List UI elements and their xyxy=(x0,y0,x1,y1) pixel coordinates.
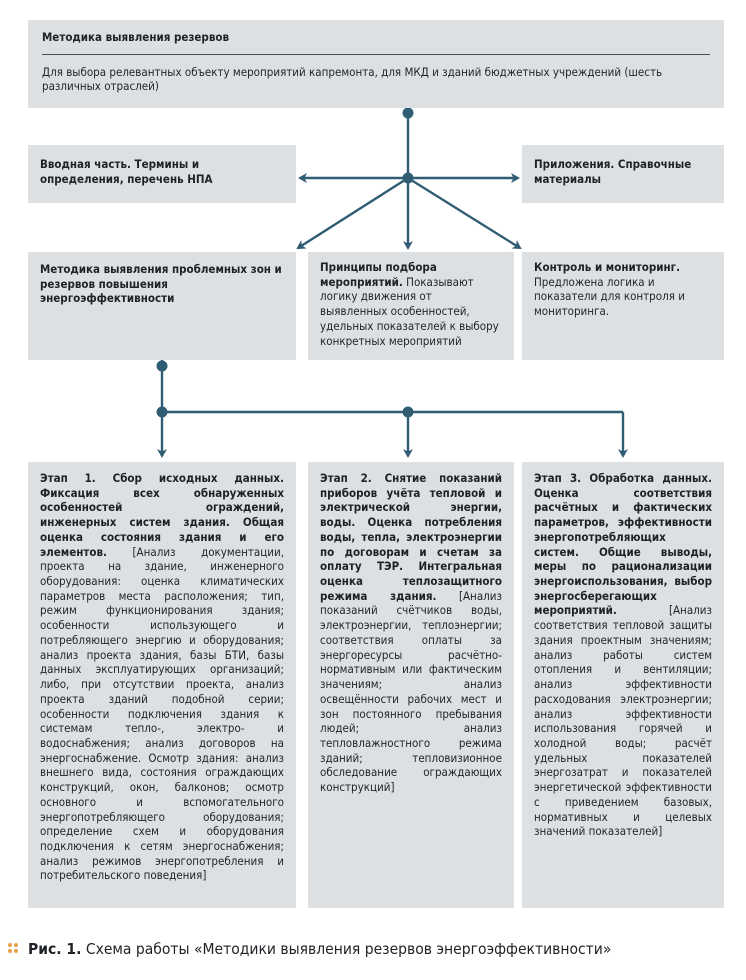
node-top xyxy=(403,108,414,119)
top-box-description: Для выбора релевантных объекту мероприятий капремонта, для МКД и зданий бюджетных учреждений (шесть различных отраслей) xyxy=(42,64,663,94)
figure-caption xyxy=(8,940,738,958)
stage2-box xyxy=(308,462,514,908)
principles-text: Показывают логику движения от выявленных особенностей, удельных показателей к выбору конкретных мероприятий xyxy=(320,274,499,348)
node-hub xyxy=(403,173,414,184)
stage2-text: [Анализ показаний счётчиков воды, электроэнергии, теплоэнергии; соответствия оплаты за энергоресурсы расчётно-нормативным или фактическим значениям; анализ освещённости рабочих мест и зон постоянного пребывания людей; анализ тепловлажностного режима зданий; тепловизионное обследование ограждающих конструкций] xyxy=(320,588,502,795)
arrow-to-method xyxy=(298,178,408,248)
control-title: Контроль и мониторинг. xyxy=(534,260,681,274)
stage2-title: Этап 2. Снятие показаний приборов учёта тепловой и электрической энергии, воды. Оценка потребления воды, тепла, электроэнергии по договорам и счетам за оплату ТЭР. Интегральная оценка теплозащитного режима здания. xyxy=(320,471,502,603)
top-box-title: Методика выявления резервов xyxy=(42,30,710,55)
stage3-title: Этап 3. Обработка данных. Оценка соответствия расчётных и фактических параметров, эффективности энергопотребляющих систем. Общие выводы, меры по рационализации энергоиспользования, выбор энергосберегающих мероприятий. xyxy=(534,471,712,618)
stage1-text: [Анализ документации, проекта на здание, инженерного оборудования: оценка климатических параметров места расположения; тип, режим функционирования здания; особенности использующего и потребляющего энергию и оборудования; анализ проекта здания, базы БТИ, базы данных эксплуатирующих организаций; либо, при отсутствии проекта, анализ проекта зданий подобной серии; особенности подключения здания к системам тепло-, электро- и водоснабжения; анализ договоров на энергоснабжение. Осмотр здания: анализ внешнего вида, состояния ограждающих конструкций, окон, балконов; осмотр основного и вспомогательного энергопотребляющего оборудования; определение схем и оборудования подключения к сетям энергоснабжения; анализ режимов энергопотребления и потребительского поведения] xyxy=(40,544,284,883)
appendix-title: Приложения. Справочные материалы xyxy=(534,157,692,186)
control-text: Предложена логика и показатели для контроля и мониторинга. xyxy=(534,274,685,319)
control-box xyxy=(522,252,724,360)
stage3-box xyxy=(522,462,724,908)
node-bus-left xyxy=(157,407,168,418)
principles-box xyxy=(308,252,514,360)
appendix-box xyxy=(522,145,724,203)
caption-dots-icon xyxy=(8,943,20,955)
stage1-box xyxy=(28,462,296,908)
top-box-methodology xyxy=(28,20,724,108)
stage3-text: [Анализ соответствия тепловой защиты здания проектным значениям; анализ работы систем отопления и вентиляции; анализ эффективности расходования электроэнергии; анализ эффективности использования горячей и холодной воды; расчёт удельных показателей энергозатрат и показателей энергетической эффективности с приведением базовых, нормативных и целевых значений показателей] xyxy=(534,603,712,839)
node-method xyxy=(157,361,168,372)
caption-label: Рис. 1. xyxy=(28,940,82,958)
arrow-to-control xyxy=(408,178,520,248)
method-title: Методика выявления проблемных зон и резервов повышения энергоэффективности xyxy=(40,262,282,306)
principles-title: Принципы подбора мероприятий. xyxy=(320,260,437,289)
node-bus-middle xyxy=(403,407,414,418)
caption-text: Схема работы «Методики выявления резервов энергоэффективности» xyxy=(81,940,612,958)
intro-box xyxy=(28,145,296,203)
stage1-title: Этап 1. Сбор исходных данных. Фиксация всех обнаруженных особенностей ограждений, инженерных систем здания. Общая оценка состояния здания и его элементов. xyxy=(40,471,284,559)
method-box xyxy=(28,252,296,360)
intro-title: Вводная часть. Термины и определения, перечень НПА xyxy=(40,157,213,186)
